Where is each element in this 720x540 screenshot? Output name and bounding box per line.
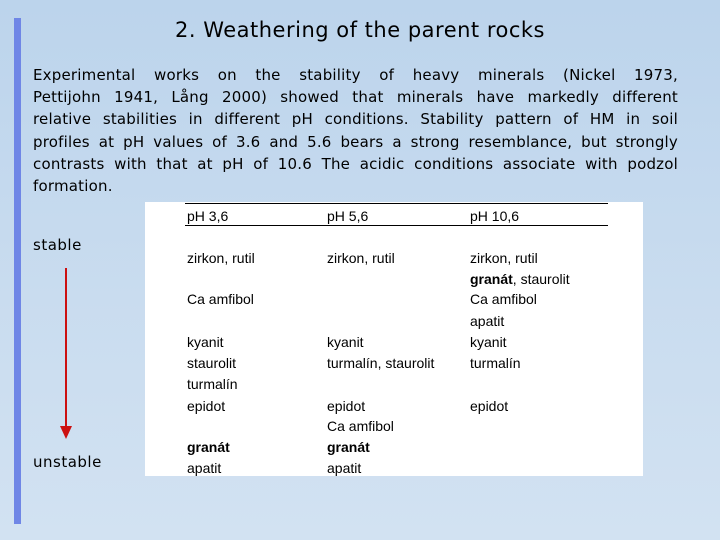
table-cell	[470, 271, 570, 287]
body-line: formation.	[33, 177, 113, 196]
table-cell: kyanit	[187, 334, 224, 350]
table-cell: Ca amfibol	[470, 291, 537, 307]
table-cell	[327, 439, 370, 455]
body-paragraph	[33, 64, 678, 197]
table-cell: apatit	[187, 460, 222, 476]
table-cell: zirkon, rutil	[327, 250, 395, 266]
table-cell: staurolit	[187, 355, 237, 371]
table-cell-bold: granát	[327, 439, 370, 455]
unstable-label: unstable	[33, 453, 102, 471]
table-cell: epidot	[470, 398, 509, 414]
table-cell: epidot	[187, 398, 226, 414]
header-ph-3-6: pH 3,6	[187, 208, 229, 224]
table-cell: turmalín	[470, 355, 521, 371]
stability-arrow-icon	[56, 268, 76, 440]
table-cell: turmalín, staurolit	[327, 355, 435, 371]
body-line: relative stabilities in different pH conditions. Stability pattern of HM in soil	[33, 110, 678, 129]
table-cell: turmalín	[187, 376, 238, 392]
table-cell: zirkon, rutil	[187, 250, 255, 266]
table-cell	[187, 439, 230, 455]
header-ph-5-6: pH 5,6	[327, 208, 369, 224]
table-cell-rest: , staurolit	[512, 271, 570, 287]
table-top-rule	[185, 203, 608, 204]
table-header-rule	[185, 225, 608, 226]
table-cell: zirkon, rutil	[470, 250, 538, 266]
table-cell: Ca amfibol	[187, 291, 254, 307]
body-line: Pettijohn 1941, Lång 2000) showed that minerals have markedly different	[33, 88, 678, 107]
table-cell: apatit	[470, 313, 505, 329]
body-line: contrasts with that at pH of 10.6 The acidic conditions associate with podzol	[33, 154, 678, 173]
table-cell: Ca amfibol	[327, 418, 394, 434]
body-line: profiles at pH values of 3.6 and 5.6 bears a strong resemblance, but strongly	[33, 132, 678, 151]
table-cell-bold: granát	[187, 439, 230, 455]
table-cell-bold: granát	[470, 271, 513, 287]
table-cell: kyanit	[470, 334, 507, 350]
slide-title: 2. Weathering of the parent rocks	[174, 18, 545, 42]
table-cell: epidot	[327, 398, 366, 414]
accent-bar	[14, 18, 21, 524]
table-cell: kyanit	[327, 334, 364, 350]
header-ph-10-6: pH 10,6	[470, 208, 520, 224]
mineral-stability-table	[145, 202, 643, 476]
table-cell: apatit	[327, 460, 362, 476]
body-line: Experimental works on the stability of heavy minerals (Nickel 1973,	[33, 66, 678, 84]
stable-label: stable	[33, 236, 82, 254]
